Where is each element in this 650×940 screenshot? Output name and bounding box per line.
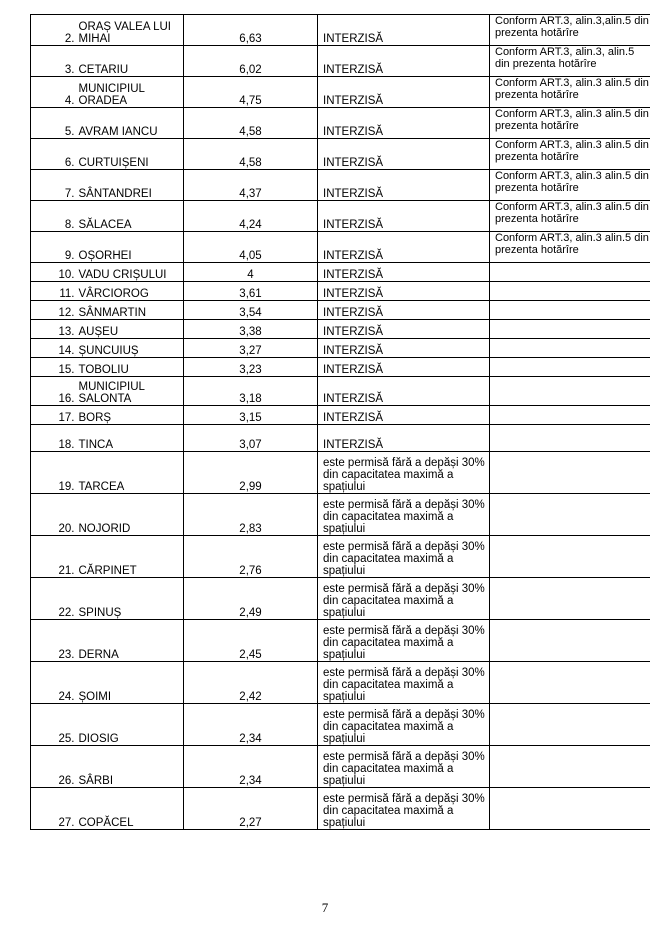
activity-status: este permisă fără a depăși 30% din capacitatea maximă a spațiului [318,746,490,788]
legal-note [490,452,650,494]
row-number: 8. [31,201,76,232]
incidence-rate: 4 [184,263,318,282]
activity-status: este permisă fără a depăși 30% din capacitatea maximă a spațiului [318,704,490,746]
row-number: 11. [31,282,76,301]
legal-note [490,339,650,358]
table-row [31,377,650,406]
incidence-rate: 3,18 [184,377,318,406]
activity-status: INTERZISĂ [318,358,490,377]
activity-status: INTERZISĂ [318,301,490,320]
row-number: 23. [31,620,76,662]
activity-status: este permisă fără a depăși 30% din capacitatea maximă a spațiului [318,536,490,578]
locality-name: DERNA [76,620,184,662]
row-number: 12. [31,301,76,320]
incidence-rate: 2,76 [184,536,318,578]
locality-name: AVRAM IANCU [76,108,184,139]
row-number: 17. [31,406,76,425]
row-number: 19. [31,452,76,494]
incidence-rate: 3,23 [184,358,318,377]
table-row [31,320,650,339]
incidence-rate: 2,83 [184,494,318,536]
activity-status: INTERZISĂ [318,320,490,339]
legal-note: Conform ART.3, alin.3,alin.5 din prezenta hotărîre [490,15,650,46]
incidence-rate: 2,42 [184,662,318,704]
row-number: 2. [31,15,76,46]
locality-name: ORAȘ VALEA LUI MIHAI [76,15,184,46]
incidence-rate: 4,58 [184,139,318,170]
incidence-rate: 4,05 [184,232,318,263]
page-number: 7 [321,900,329,915]
table-row [31,201,650,232]
activity-status: INTERZISĂ [318,201,490,232]
table-row [31,15,650,46]
table-row [31,662,650,704]
legal-note [490,406,650,425]
activity-status: INTERZISĂ [318,377,490,406]
table-row [31,339,650,358]
legal-note [490,788,650,830]
legal-note: Conform ART.3, alin.3 alin.5 din prezenta hotărîre [490,77,650,108]
locality-name: OȘORHEI [76,232,184,263]
locality-name: CĂRPINET [76,536,184,578]
row-number: 20. [31,494,76,536]
activity-status: INTERZISĂ [318,282,490,301]
legal-note: Conform ART.3, alin.3, alin.5 din prezenta hotărîre [490,46,650,77]
legal-note [490,425,650,452]
activity-status: INTERZISĂ [318,339,490,358]
incidence-rate: 2,45 [184,620,318,662]
activity-status: INTERZISĂ [318,46,490,77]
row-number: 9. [31,232,76,263]
legal-note [490,494,650,536]
locality-name: DIOSIG [76,704,184,746]
row-number: 26. [31,746,76,788]
legal-note: Conform ART.3, alin.3 alin.5 din prezenta hotărîre [490,108,650,139]
locality-name: SÂNTANDREI [76,170,184,201]
incidence-rate: 2,34 [184,704,318,746]
activity-status: este permisă fără a depăși 30% din capacitatea maximă a spațiului [318,578,490,620]
activity-status: este permisă fără a depăși 30% din capacitatea maximă a spațiului [318,620,490,662]
table-row [31,494,650,536]
incidence-rate: 6,02 [184,46,318,77]
row-number: 22. [31,578,76,620]
row-number: 24. [31,662,76,704]
legal-note [490,320,650,339]
row-number: 14. [31,339,76,358]
activity-status: este permisă fără a depăși 30% din capacitatea maximă a spațiului [318,494,490,536]
activity-status: INTERZISĂ [318,170,490,201]
legal-note [490,578,650,620]
incidence-rate: 4,75 [184,77,318,108]
locality-name: ȘOIMI [76,662,184,704]
table-body [31,15,650,830]
activity-status: INTERZISĂ [318,108,490,139]
incidence-rate: 3,61 [184,282,318,301]
legal-note [490,301,650,320]
activity-status: INTERZISĂ [318,406,490,425]
locality-name: NOJORID [76,494,184,536]
locality-name: AUȘEU [76,320,184,339]
incidence-rate: 6,63 [184,15,318,46]
locality-name: CETARIU [76,46,184,77]
legal-note: Conform ART.3, alin.3 alin.5 din prezenta hotărîre [490,139,650,170]
legal-note: Conform ART.3, alin.3 alin.5 din prezenta hotărîre [490,170,650,201]
table-row [31,77,650,108]
locality-name: MUNICIPIUL ORADEA [76,77,184,108]
table-row [31,108,650,139]
table-row [31,788,650,830]
activity-status: este permisă fără a depăși 30% din capacitatea maximă a spațiului [318,662,490,704]
table-row [31,282,650,301]
table-row [31,170,650,201]
row-number: 16. [31,377,76,406]
activity-status: INTERZISĂ [318,232,490,263]
table-row [31,452,650,494]
legal-note [490,746,650,788]
locality-name: SÂNMARTIN [76,301,184,320]
incidence-rate: 2,99 [184,452,318,494]
legal-note [490,620,650,662]
activity-status: este permisă fără a depăși 30% din capacitatea maximă a spațiului [318,452,490,494]
locality-name: MUNICIPIUL SALONTA [76,377,184,406]
incidence-rate: 2,27 [184,788,318,830]
locality-name: TINCA [76,425,184,452]
row-number: 10. [31,263,76,282]
locality-name: TARCEA [76,452,184,494]
incidence-rate: 4,24 [184,201,318,232]
table-row [31,704,650,746]
incidence-rate: 3,54 [184,301,318,320]
legal-note [490,377,650,406]
row-number: 4. [31,77,76,108]
row-number: 21. [31,536,76,578]
table-row [31,578,650,620]
legal-note [490,358,650,377]
legal-note [490,536,650,578]
table-row [31,46,650,77]
locality-name: CURTUIȘENI [76,139,184,170]
incidence-rate: 2,49 [184,578,318,620]
activity-status: INTERZISĂ [318,425,490,452]
row-number: 25. [31,704,76,746]
legal-note [490,704,650,746]
table-row [31,536,650,578]
locality-name: SĂLACEA [76,201,184,232]
incidence-rate: 3,07 [184,425,318,452]
table-row [31,746,650,788]
activity-status: INTERZISĂ [318,15,490,46]
table-row [31,263,650,282]
row-number: 5. [31,108,76,139]
activity-status: este permisă fără a depăși 30% din capacitatea maximă a spațiului [318,788,490,830]
locality-name: SPINUȘ [76,578,184,620]
table-row [31,620,650,662]
legal-note: Conform ART.3, alin.3 alin.5 din prezenta hotărîre [490,232,650,263]
legal-note: Conform ART.3, alin.3 alin.5 din prezenta hotărîre [490,201,650,232]
activity-status: INTERZISĂ [318,139,490,170]
incidence-rate: 4,58 [184,108,318,139]
table-row [31,301,650,320]
incidence-rate: 3,27 [184,339,318,358]
incidence-rate: 2,34 [184,746,318,788]
table-row [31,139,650,170]
locality-name: BORȘ [76,406,184,425]
row-number: 3. [31,46,76,77]
row-number: 27. [31,788,76,830]
locality-name: ȘUNCUIUȘ [76,339,184,358]
locality-name: VADU CRIȘULUI [76,263,184,282]
activity-status: INTERZISĂ [318,263,490,282]
legal-note [490,282,650,301]
table-row [31,406,650,425]
locality-name: SÂRBI [76,746,184,788]
legal-note [490,263,650,282]
locality-name: VÂRCIOROG [76,282,184,301]
row-number: 13. [31,320,76,339]
restrictions-table [30,14,650,830]
table-row [31,358,650,377]
locality-name: TOBOLIU [76,358,184,377]
activity-status: INTERZISĂ [318,77,490,108]
row-number: 7. [31,170,76,201]
row-number: 15. [31,358,76,377]
legal-note [490,662,650,704]
table-row [31,425,650,452]
incidence-rate: 3,15 [184,406,318,425]
incidence-rate: 4,37 [184,170,318,201]
table-row [31,232,650,263]
row-number: 6. [31,139,76,170]
locality-name: COPĂCEL [76,788,184,830]
row-number: 18. [31,425,76,452]
incidence-rate: 3,38 [184,320,318,339]
